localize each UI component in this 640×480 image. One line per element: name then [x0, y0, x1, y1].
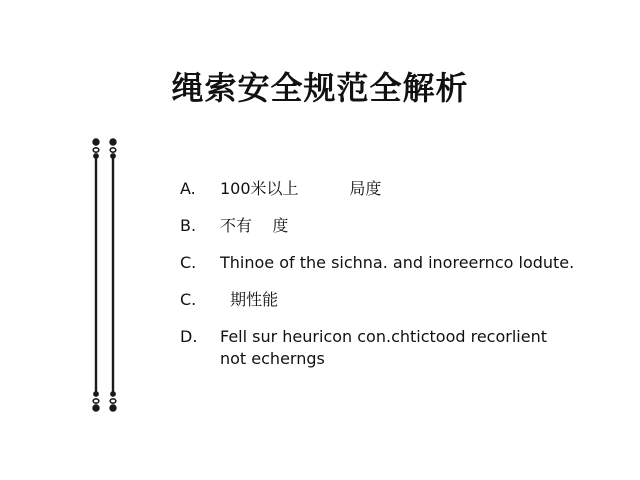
option-text: 不有 度: [220, 216, 289, 235]
option-letter: A.: [180, 179, 196, 198]
two-vertical-rods-icon: [84, 134, 124, 416]
option-d: [180, 326, 600, 370]
option-list: [180, 178, 600, 370]
option-text: 100米以上 局度: [220, 179, 382, 198]
rod-left: [93, 139, 99, 411]
option-letter: D.: [180, 327, 198, 346]
option-text: Fell sur heuricon con.chtictood recorlient not echerngs: [220, 327, 547, 368]
option-letter: B.: [180, 216, 197, 235]
option-c-second: [180, 289, 600, 311]
option-text: 期性能: [220, 290, 294, 309]
option-letter: C.: [180, 290, 197, 309]
option-c-first: [180, 252, 600, 274]
option-letter: C.: [180, 253, 197, 272]
option-text: Thinoe of the sichna. and inoreernco lodute.: [220, 253, 575, 272]
page-title: 绳索安全规范全解析: [171, 69, 469, 107]
option-a: [180, 178, 600, 200]
rod-right: [110, 139, 116, 411]
option-b: [180, 215, 600, 237]
